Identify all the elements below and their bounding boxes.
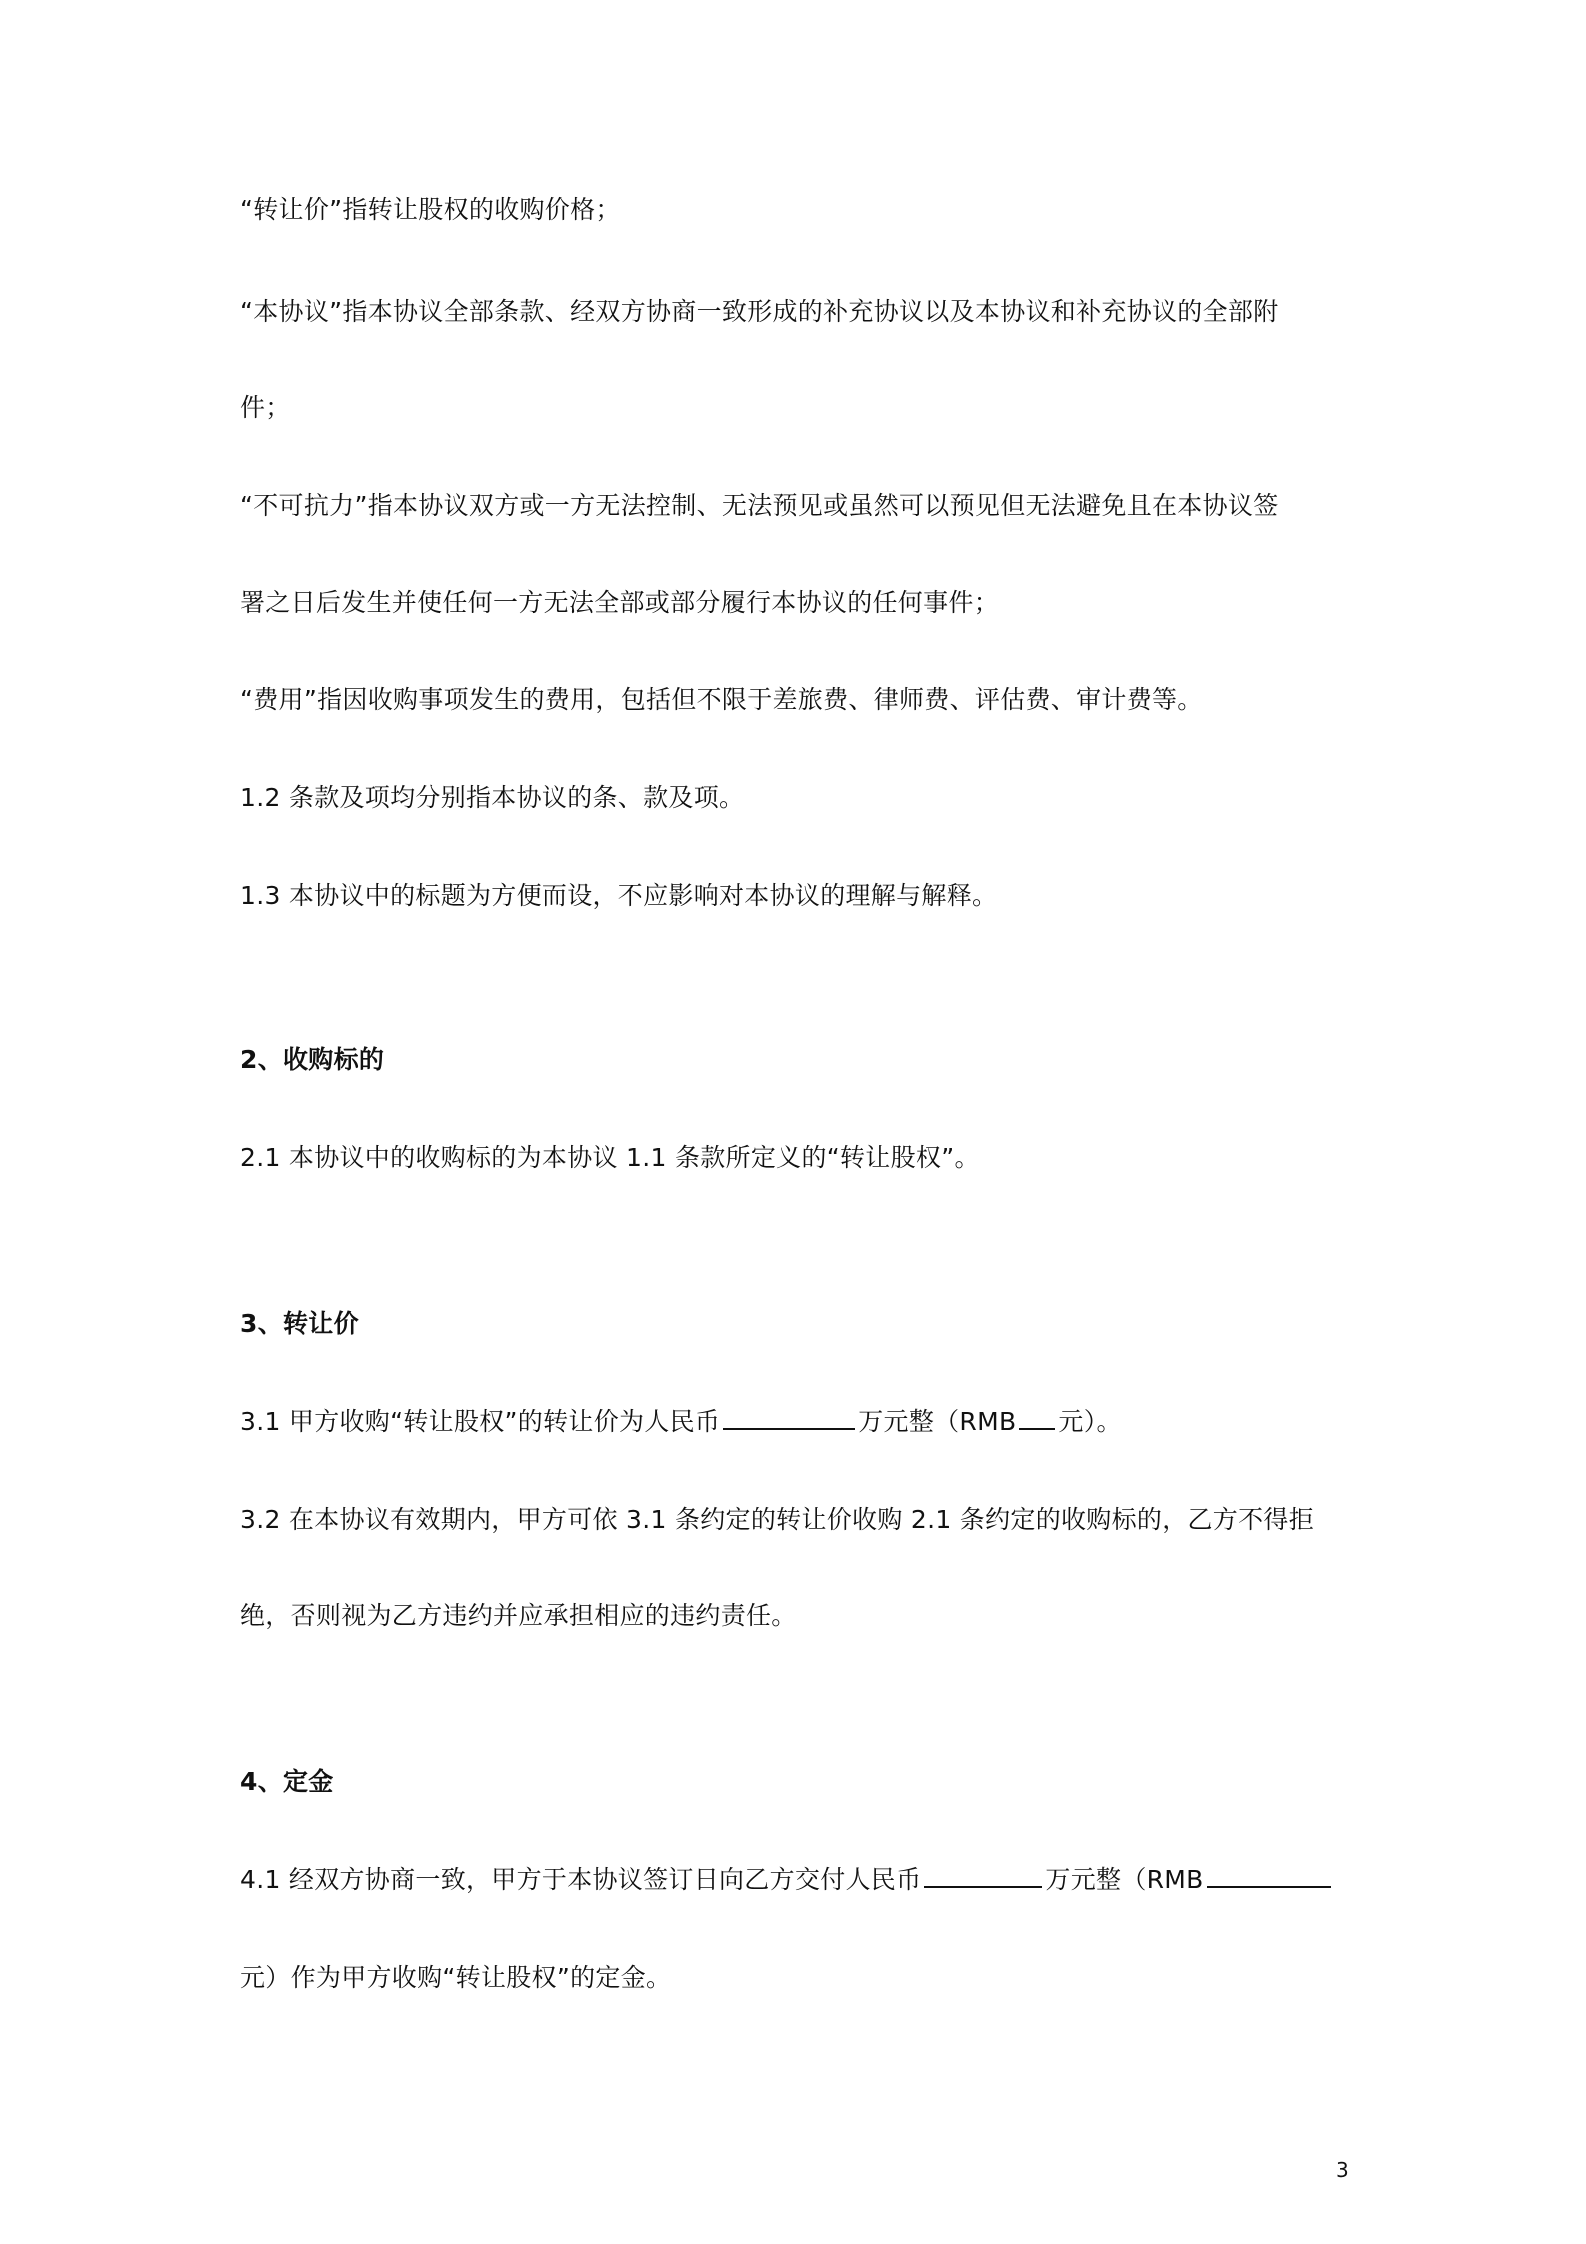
clause-4-1-text-b: 万元整（RMB <box>1045 1865 1204 1894</box>
clause-1-2: 1.2 条款及项均分别指本协议的条、款及项。 <box>240 783 745 812</box>
deposit-blank-rmb[interactable] <box>1207 1862 1331 1888</box>
clause-3-1 <box>240 1404 1360 1440</box>
page-number: 3 <box>1336 2158 1349 2182</box>
clause-3-2-line-1: 3.2 在本协议有效期内，甲方可依 3.1 条约定的转让价收购 2.1 条约定的收购标的，乙方不得拒 <box>240 1505 1315 1534</box>
definition-fees: “费用”指因收购事项发生的费用，包括但不限于差旅费、律师费、评估费、审计费等。 <box>240 685 1203 714</box>
definition-agreement-line-2: 件； <box>240 393 291 422</box>
amount-blank-rmb[interactable] <box>1019 1404 1055 1430</box>
clause-4-1-line-2: 元）作为甲方收购“转让股权”的定金。 <box>240 1963 672 1992</box>
section-2-heading: 2、收购标的 <box>240 1045 385 1074</box>
clause-3-1-text-a: 3.1 甲方收购“转让股权”的转让价为人民币 <box>240 1407 721 1436</box>
clause-3-1-text-c: 元）。 <box>1058 1407 1122 1436</box>
clause-4-1-text-a: 4.1 经双方协商一致，甲方于本协议签订日向乙方交付人民币 <box>240 1865 922 1894</box>
section-3-heading: 3、转让价 <box>240 1309 359 1338</box>
amount-blank-wan[interactable] <box>723 1404 855 1430</box>
definition-force-majeure-line-2: 署之日后发生并使任何一方无法全部或部分履行本协议的任何事件； <box>240 588 1000 617</box>
clause-2-1: 2.1 本协议中的收购标的为本协议 1.1 条款所定义的“转让股权”。 <box>240 1143 980 1172</box>
section-4-heading: 4、定金 <box>240 1767 334 1796</box>
definition-agreement-line-1: “本协议”指本协议全部条款、经双方协商一致形成的补充协议以及本协议和补充协议的全部附 <box>240 297 1279 326</box>
clause-4-1-line-1 <box>240 1862 1360 1898</box>
clause-3-1-text-b: 万元整（RMB <box>858 1407 1017 1436</box>
clause-1-3: 1.3 本协议中的标题为方便而设，不应影响对本协议的理解与解释。 <box>240 881 998 910</box>
clause-3-2-line-2: 绝，否则视为乙方违约并应承担相应的违约责任。 <box>240 1601 797 1630</box>
definition-price: “转让价”指转让股权的收购价格； <box>240 195 621 224</box>
deposit-blank-wan[interactable] <box>924 1862 1042 1888</box>
definition-force-majeure-line-1: “不可抗力”指本协议双方或一方无法控制、无法预见或虽然可以预见但无法避免且在本协议签 <box>240 491 1279 520</box>
